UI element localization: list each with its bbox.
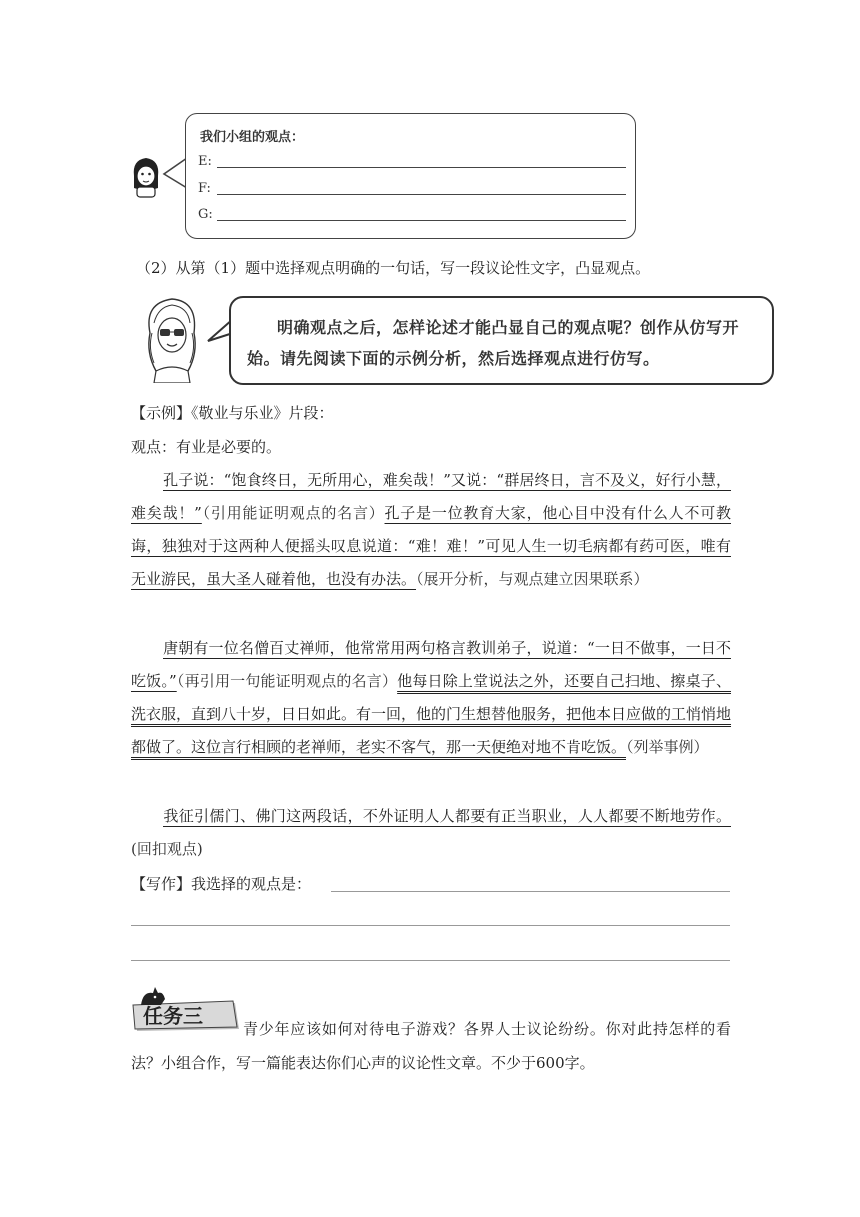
writing-line[interactable] — [131, 925, 730, 926]
quote-text: 唐朝有一位名僧百丈禅师，他常常用两句格言教训弟子，说道：“一日不做事，一日不吃饭。” — [131, 639, 731, 690]
blank-field[interactable] — [217, 220, 626, 221]
example-paragraph-1 — [131, 464, 731, 596]
writing-line[interactable] — [131, 960, 730, 961]
question-2: （2）从第（1）题中选择观点明确的一句话，写一段议论性文字，凸显观点。 — [136, 259, 651, 277]
guidance-text: 明确观点之后，怎样论述才能凸显自己的观点呢？创作从仿写开始。请先阅读下面的示例分析，然后选择观点进行仿写。 — [247, 318, 740, 368]
example-paragraph-2 — [131, 632, 731, 764]
example-viewpoint: 观点：有业是必要的。 — [131, 438, 282, 456]
writing-line[interactable] — [331, 891, 730, 892]
girl-avatar-icon — [128, 154, 164, 198]
quote-text: 孔子说：“饱食终日，无所用心，难矣哉！”又说：“群居终日，言不及义，好行小慧，难矣哉！” — [131, 471, 731, 522]
woman-avatar-icon — [136, 293, 206, 383]
line-label: F: — [198, 181, 211, 196]
viewpoint-line-e — [198, 154, 212, 169]
group-viewpoints-bubble — [185, 113, 636, 239]
analysis-text: 孔子是一位教育大家，他心目中没有什么人不可教诲，独独对于这两种人便摇头叹息说道：“难！难！”可见人生一切毛病都有药可医，唯有无业游民，虽大圣人碰着他，也没有办法。 — [131, 504, 731, 588]
task3-text: 青少年应该如何对待电子游戏？各界人士议论纷纷。你对此持怎样的看法？小组合作，写一篇能表达你们心声的议论性文章。不少于600字。 — [131, 1020, 731, 1072]
example-paragraph-3 — [131, 800, 731, 866]
conclusion-text: 我征引儒门、佛门这两段话，不外证明人人都要有正当职业，人人都要不断地劳作。 — [163, 807, 731, 825]
annotation: （引用能证明观点的名言） — [201, 504, 385, 522]
line-label: G: — [198, 207, 213, 222]
example-story-text: 他每日除上堂说法之外，还要自己扫地、擦桌子、洗衣服，直到八十岁，日日如此。有一回，他的门生想替他服务，把他本日应做的工悄悄地都做了。这位言行相顾的老禅师，老实不客气，那一天便绝对地不肯吃饭。 — [131, 672, 732, 756]
guidance-bubble — [229, 296, 774, 385]
annotation: (回扣观点) — [131, 840, 203, 858]
viewpoint-line-g — [198, 207, 213, 222]
blank-field[interactable] — [217, 167, 626, 168]
annotation: （再引用一句能证明观点的名言） — [176, 672, 398, 690]
bubble-title: 我们小组的观点： — [200, 130, 305, 145]
example-heading: 【示例】《敬业与乐业》片段： — [131, 404, 334, 422]
viewpoint-line-f — [198, 181, 211, 196]
line-label: E: — [198, 154, 212, 169]
writing-label: 【写作】我选择的观点是： — [131, 875, 312, 893]
annotation: （列举事例） — [626, 738, 709, 756]
task-badge-label: 任务三 — [143, 1004, 203, 1028]
annotation: （展开分析，与观点建立因果联系） — [416, 570, 649, 588]
blank-field[interactable] — [217, 194, 626, 195]
